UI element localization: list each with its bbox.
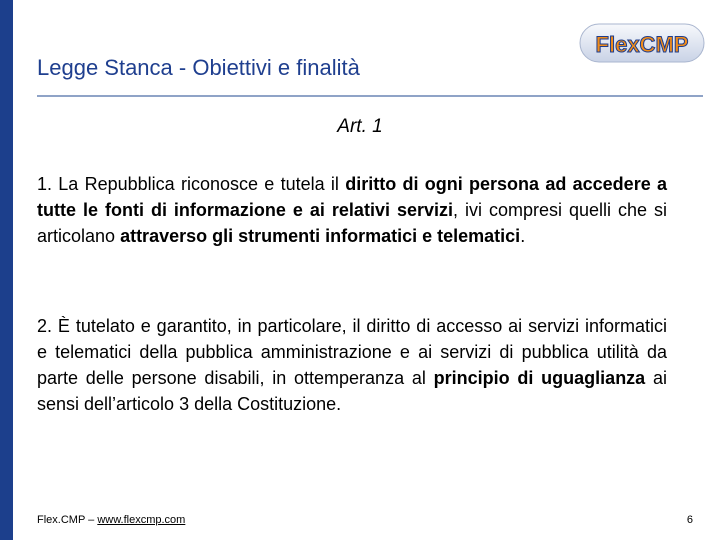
paragraph-1 [37,171,667,249]
title-divider [37,95,703,97]
p1-period: . [520,226,526,246]
article-heading: Art. 1 [337,116,383,137]
p2-text: 2. È tutelato e garantito, in particolare, il diritto di accesso ai servizi informatici e telematici della pubblica amministrazione e ai servizi di pubblica utilità da parte delle persone disabili, in ottemperanza al [37,316,667,388]
footer [37,514,185,526]
paragraph-2 [37,313,667,417]
p1-text: 1. La Repubblica riconosce e tutela il [37,174,346,194]
p1-bold-right-to-access: diritto di ogni persona ad accedere a tutte le fonti di informazione e ai relativi servizi [37,174,668,220]
flexcmp-logo [578,18,706,68]
footer-prefix: Flex.CMP – [37,514,98,526]
p2-text-2: ai sensi dell’articolo 3 della Costituzione. [37,368,667,414]
footer-link[interactable]: www.flexcmp.com [97,514,186,526]
p1-text-2: , ivi compresi quelli che si articolano [37,200,667,246]
page-number: 6 [686,514,693,526]
p2-bold-equality: principio di uguaglianza [433,368,646,388]
slide-title: Legge Stanca - Obiettivi e finalità [37,55,360,80]
p1-bold-tools: attraverso gli strumenti informatici e telematici [120,226,521,246]
svg-text:FlexCMP: FlexCMP [595,32,689,57]
left-accent-bar [0,0,13,540]
